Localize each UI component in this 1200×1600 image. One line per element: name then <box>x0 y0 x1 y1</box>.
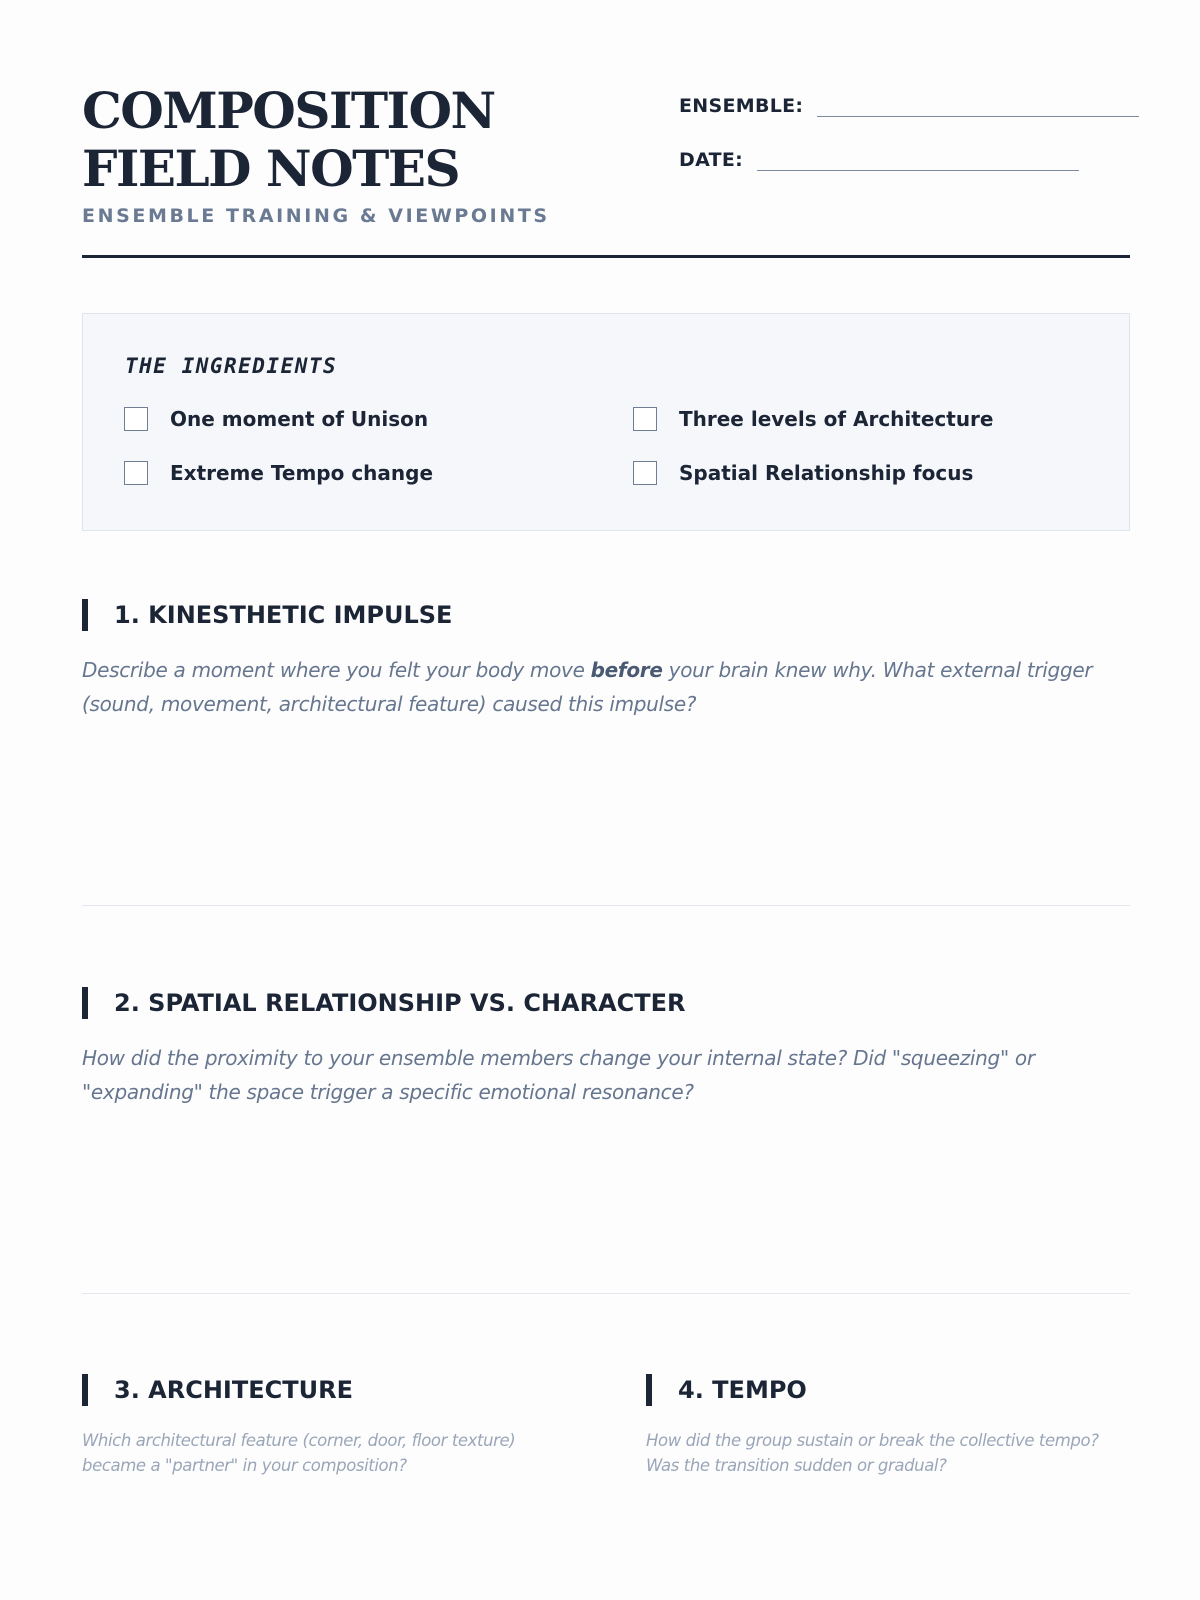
section-spatial-prompt: How did the proximity to your ensemble members change your internal state? Did "squeezing" or "expanding" the space trigger a specific emotional resonance? <box>82 1046 1035 1104</box>
section-tempo-heading <box>646 1374 807 1406</box>
checkbox-unison[interactable] <box>124 407 148 431</box>
section-spatial-heading <box>82 987 686 1019</box>
header-divider <box>82 255 1130 258</box>
page-title: COMPOSITION FIELD NOTES <box>82 81 495 198</box>
date-input-line[interactable] <box>757 144 1079 171</box>
checkbox-architecture[interactable] <box>633 407 657 431</box>
ingredients-box <box>82 313 1130 531</box>
section-divider <box>82 905 1130 906</box>
ingredient-label: Spatial Relationship focus <box>679 461 974 485</box>
checkbox-tempo[interactable] <box>124 461 148 485</box>
ingredient-label: Three levels of Architecture <box>679 407 994 431</box>
page-subtitle: ENSEMBLE TRAINING & VIEWPOINTS <box>82 205 550 227</box>
checkbox-spatial[interactable] <box>633 461 657 485</box>
ensemble-label: ENSEMBLE: <box>679 95 804 117</box>
section-marker <box>646 1374 652 1406</box>
section-marker <box>82 599 88 631</box>
ingredient-unison[interactable] <box>124 407 428 431</box>
ensemble-field-row <box>679 90 1139 117</box>
section-marker <box>82 987 88 1019</box>
section-title: 1. KINESTHETIC IMPULSE <box>114 601 453 629</box>
date-field-row <box>679 144 1079 171</box>
ingredient-label: One moment of Unison <box>170 407 429 431</box>
section-marker <box>82 1374 88 1406</box>
section-kinesthetic-heading <box>82 599 452 631</box>
ingredient-architecture[interactable] <box>633 407 993 431</box>
ingredient-label: Extreme Tempo change <box>170 461 434 485</box>
section-divider <box>82 1293 1130 1294</box>
section-architecture-prompt: Which architectural feature (corner, door, floor texture) became a "partner" in your composition? <box>82 1431 516 1475</box>
prompt-text: your brain knew why. What external trigger (sound, movement, architectural feature) caused this impulse? <box>82 658 1093 716</box>
section-title: 2. SPATIAL RELATIONSHIP VS. CHARACTER <box>114 989 686 1017</box>
ensemble-input-line[interactable] <box>817 90 1139 117</box>
section-architecture-heading <box>82 1374 353 1406</box>
prompt-emphasis: before <box>590 658 663 682</box>
ingredients-title: THE INGREDIENTS <box>125 354 338 378</box>
ingredient-tempo[interactable] <box>124 461 433 485</box>
section-kinesthetic-prompt <box>82 653 1130 721</box>
prompt-text: Describe a moment where you felt your body move <box>82 658 591 682</box>
section-tempo-prompt: How did the group sustain or break the collective tempo? Was the transition sudden or gradual? <box>646 1431 1099 1475</box>
ingredient-spatial[interactable] <box>633 461 973 485</box>
date-label: DATE: <box>679 149 744 171</box>
worksheet-page <box>82 0 1130 1600</box>
section-title: 3. ARCHITECTURE <box>114 1376 353 1404</box>
section-title: 4. TEMPO <box>678 1376 807 1404</box>
